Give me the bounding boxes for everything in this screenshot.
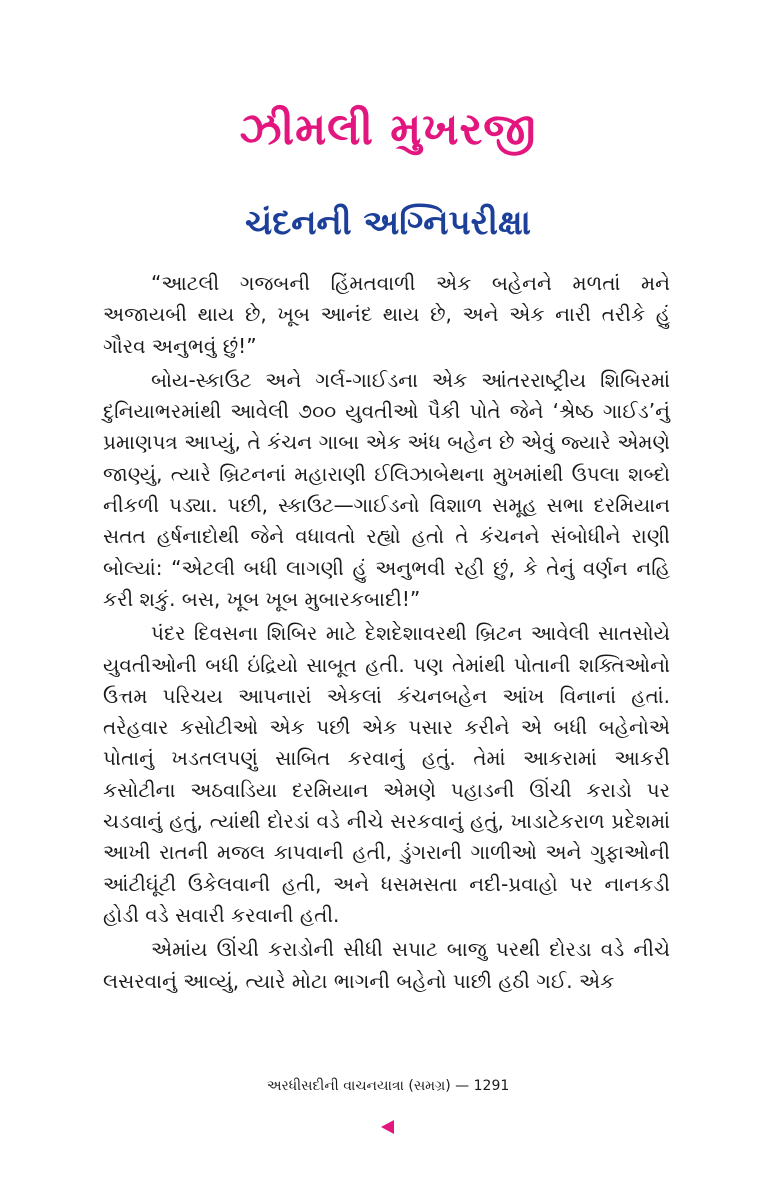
chapter-title: ચંદનની અગ્નિપરીક્ષા [245,203,531,243]
left-triangle-arrow-icon[interactable] [381,1120,394,1134]
author-name: ઝીમલી મુખરજી [239,104,537,155]
paragraph-4: એમાંય ઊંચી કરાડોની સીધી સપાટ બાજુ પરથી દોરડા વડે નીચે લસરવાનું આવ્યું, ત્યારે મોટા ભાગની બહેનો પાછી હઠી ગઈ. એક [103,937,670,993]
paragraph-1: “આટલી ગજબની હિંમતવાળી એક બહેનને મળતાં મને અજાયબી થાય છે, ખૂબ આનંદ થાય છે, અને એક નારી તરીકે હું ગૌરવ અનુભવું છું!” [103,271,670,358]
paragraph-3: પંદર દિવસના શિબિર માટે દેશદેશાવરથી બ્રિટન આવેલી સાતસોયે યુવતીઓની બધી ઇંદ્રિયો સાબૂત હતી. પણ તેમાંથી પોતાની શક્તિઓનો ઉત્તમ પરિચય આપનારાં એકલાં કંચનબહેન આંખ વિનાનાં હતાં. તરેહવાર કસોટીઓ એક પછી એક પસાર કરીને એ બધી બહેનોએ પોતાનું ખડતલપણું સાબિત કરવાનું હતું. તેમાં આકરામાં આકરી કસોટીના અઠવાડિયા દરમિયાન એમણે પહાડની ઊંચી કરાડો પર ચડવાનું હતું, ત્યાંથી દોરડાં વડે નીચે સરકવાનું હતું, ખાડાટેકરાળ પ્રદેશમાં આખી રાતની મજલ કાપવાની હતી, ડુંગરાની ગાળીઓ અને ગુફાઓની આંટીઘૂંટી ઉકેલવાની હતી, અને ધસમસતા નદી-પ્રવાહો પર નાનકડી હોડી વડે સવારી કરવાની હતી. [103,621,670,927]
body-text [103,268,670,1000]
paragraph-2: બોય-સ્કાઉટ અને ગર્લ-ગાઈડના એક આંતરરાષ્ટ્રીય શિબિરમાં દુનિયાભરમાંથી આવેલી ૭૦૦ યુવતીઓ પૈકી પોતે જેને ‘શ્રેષ્ઠ ગાઈડ’નું પ્રમાણપત્ર આપ્યું, તે કંચન ગાબા એક અંધ બહેન છે એવું જ્યારે એમણે જાણ્યું, ત્યારે બ્રિટનનાં મહારાણી ઈલિઝાબેથના મુખમાંથી ઉપલા શબ્દો નીકળી પડ્યા. પછી, સ્કાઉટ—ગાઈડનો વિશાળ સમૂહ સભા દરમિયાન સતત હર્ષનાદોથી જેને વધાવતો રહ્યો હતો તે કંચનને સંબોધીને રાણી બોલ્યાં: “એટલી બધી લાગણી હું અનુભવી રહી છું, કે તેનું વર્ણન નહિ કરી શકું. બસ, ખૂબ ખૂબ મુબારકબાદી!” [103,367,670,611]
page-footer: અરધીસદીની વાચનયાત્રા (સમગ્ર) — 1291 [266,1078,510,1094]
